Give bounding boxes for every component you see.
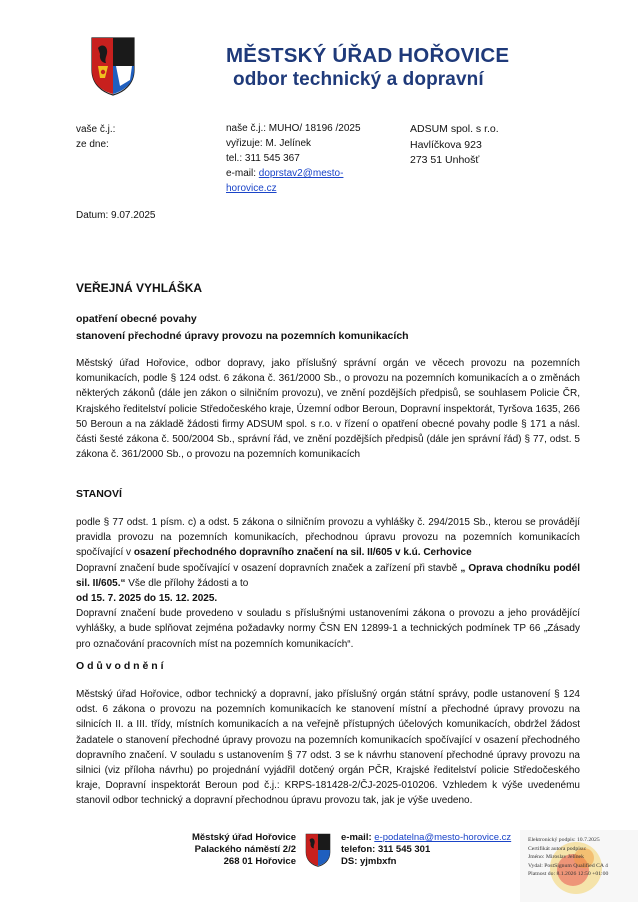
footer-city: 268 01 Hořovice (223, 856, 296, 867)
stanovi-heading: STANOVÍ (76, 488, 122, 500)
electronic-signature (528, 836, 632, 902)
stanovi-paragraph-1 (76, 515, 580, 561)
intro-paragraph: Městský úřad Hořovice, odbor dopravy, jako příslušný správní orgán ve věcech provozu na pozemních komunikacích, podle § 124 odst. 6 zákona č. 361/2000 Sb., o provozu na pozemních komunikacích a o změnách některých zákonů (dále jen zákon o silničním provozu), ve znění pozdějších předpisů, se souhlasem Policie ČR, Krajského ředitelství policie Středočeského kraje, Územní odbor Beroun, Dopravní inspektorát, Tyršova 1635, 266 50 Beroun a na základě žádosti firmy ADSUM spol. s r.o. v řízení o opatření obecné povahy podle § 171 a násl. části šesté zákona č. 500/2004 Sb., správní řád, ve znění pozdějších předpisů (dále jen správní řád) § 77, odst. 5 zákona č. 361/2000 Sb., o provozu na pozemních komunikacích (76, 358, 580, 461)
email-label: e-mail: (226, 168, 257, 179)
signature-line-4: Vydal: PostSignum Qualified CA 4 (528, 862, 608, 869)
handled-by: vyřizuje: M. Jelínek (226, 138, 312, 149)
signature-line-3: Jméno: Miroslav Jelínek (528, 854, 584, 861)
signature-line-5: Platnost do: 8.1.2026 12:50 +01:00 (528, 871, 609, 878)
from-date-label: ze dne: (76, 139, 109, 150)
recipient-city: 273 51 Unhošť (410, 154, 480, 166)
document-title: VEŘEJNÁ VYHLÁŠKA (76, 281, 203, 295)
document-date: Datum: 9.07.2025 (76, 210, 156, 221)
office-email (226, 166, 343, 181)
email-link-part1[interactable]: doprstav2@mesto- (258, 168, 344, 179)
stanovi-p2-bold: „ Oprava chodníku podél sil. II/605.“ (76, 562, 581, 589)
signature-line-2: Certifikát autora podpisu: (528, 845, 587, 852)
footer-email-line (341, 832, 511, 844)
footer-address (140, 832, 296, 868)
stanovi-paragraph-2 (76, 561, 580, 591)
recipient-address (410, 122, 499, 169)
footer-coat-of-arms-logo (305, 833, 331, 867)
stanovi-p2-end: Vše dle přílohy žádosti a to (125, 577, 249, 589)
stanovi-p1-text: podle § 77 odst. 1 písm. c) a odst. 5 zákona o silničním provozu a vyhlášky č. 294/2015 Sb., kterou se provádějí pravidla provozu na pozemních komunikacích, přechodnou úpravu provozu na pozemních komunikacích spočívající v (76, 517, 580, 559)
coat-of-arms-logo (90, 36, 136, 96)
stanovi-p1-bold: osazení přechodného dopravního značení na sil. II/605 v k.ú. Cerhovice (133, 547, 472, 559)
stanovi-paragraph-3: Dopravní značení bude provedeno v souladu s příslušnými ustanoveními zákona o provozu a jeho provádějící vyhlášky, a bude splňovat zejména požadavky normy ČSN EN 12899-1 a technických podmínek TP 66 „Zásady pro označování pracovních míst na pozemních komunikacích“. (76, 608, 580, 650)
stanovi-period: od 15. 7. 2025 do 15. 12. 2025. (76, 593, 218, 605)
recipient-street: Havlíčkova 923 (410, 138, 482, 151)
office-title: MĚSTSKÝ ÚŘAD HOŘOVICE (226, 44, 510, 67)
email-link-part2[interactable]: horovice.cz (226, 183, 277, 194)
office-phone: tel.: 311 545 367 (226, 153, 300, 164)
footer-phone: telefon: 311 545 301 (341, 844, 431, 855)
footer-email-label: e-mail: (341, 832, 372, 843)
footer-office: Městský úřad Hořovice (191, 832, 296, 843)
footer-email-link[interactable]: e-podatelna@mesto-horovice.cz (374, 832, 512, 843)
recipient-name: ADSUM spol. s r.o. (410, 123, 499, 135)
footer-ds: DS: yjmbxfn (341, 856, 397, 867)
signature-line-1: Elektronický podpis: 10.7.2025 (528, 837, 600, 843)
stanovi-p2-text: Dopravní značení bude spočívající v osazení dopravních značek a zařízení při stavbě (76, 562, 461, 574)
our-reference: naše č.j.: MUHO/ 18196 /2025 (226, 123, 361, 134)
footer-contact (341, 832, 511, 868)
document-subtitle-2: stanovení přechodné úpravy provozu na pozemních komunikacích (76, 330, 409, 342)
reasoning-paragraph: Městský úřad Hořovice, odbor technický a dopravní, jako příslušný orgán státní správy, podle ustanovení § 124 odst. 6 zákona o provozu na pozemních komunikacích ke stanovení místní a přechodné úpravy provozu na silnicích II. a III. třídy, místních komunikacích a na veřejně přístupných účelových komunikacích, obdržel žádost žadatele o stanovení přechodné úpravy provozu na pozemních komunikacích spočívající v osazení přechodného dopravního značení. V souladu s ustanovením § 77 odst. 3 se k návrhu stanovení přechodné úpravy provozu na silnici (viz příloha návrhu) po projednání vyjádřil dotčený orgán PČR, Krajské ředitelství policie Středočeského kraje, Dopravní inspektorát Beroun pod č.j.: KRPS-181428-2/ČJ-2025-010206. Vzhledem k výše uvedenému stanovil odbor technický a dopravní přechodnou úpravu provozu tak, jak je výše uvedeno. (76, 689, 580, 807)
stanovi-section (76, 515, 580, 652)
reasoning-heading: O d ů v o d n ě n í (76, 660, 164, 672)
department-title: odbor technický a dopravní (233, 69, 484, 90)
your-reference-label: vaše č.j.: (76, 124, 116, 135)
document-subtitle-1: opatření obecné povahy (76, 313, 197, 325)
footer-street: Palackého náměstí 2/2 (194, 844, 296, 855)
